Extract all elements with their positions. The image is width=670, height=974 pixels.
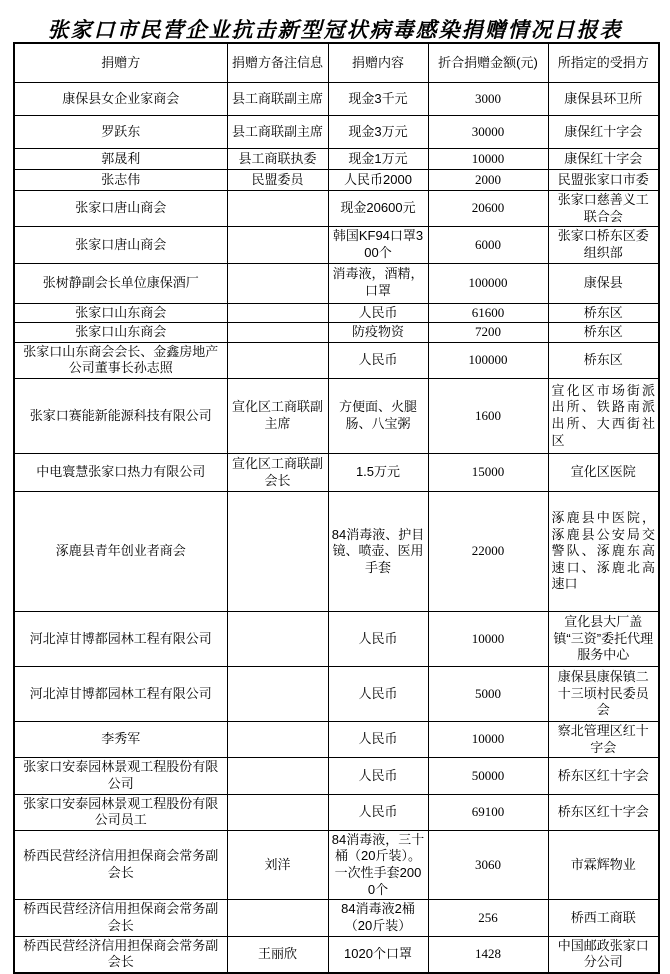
recipient-cell: 康保县康保镇二十三顷村民委员会: [548, 667, 659, 722]
amount-cell: 2000: [428, 170, 548, 191]
donor-cell: 张家口山东商会会长、金鑫房地产公司董事长孙志照: [14, 342, 227, 378]
recipient-cell: 桥东区: [548, 323, 659, 343]
col-header-note: 捐赠方备注信息: [227, 43, 328, 83]
content-cell: 人民币: [328, 722, 428, 758]
recipient-cell: 民盟张家口市委: [548, 170, 659, 191]
note-cell: [227, 758, 328, 794]
recipient-cell: 康保县环卫所: [548, 83, 659, 116]
table-row: [14, 116, 659, 149]
donor-cell: 张家口唐山商会: [14, 227, 227, 263]
recipient-cell: 宣化区医院: [548, 454, 659, 492]
donor-cell: 张家口安泰园林景观工程股份有限公司员工: [14, 794, 227, 830]
content-cell: 84消毒液、护目镜、喷壶、医用手套: [328, 492, 428, 612]
col-header-content: 捐赠内容: [328, 43, 428, 83]
note-cell: [227, 667, 328, 722]
donor-cell: 张家口安泰园林景观工程股份有限公司: [14, 758, 227, 794]
recipient-cell: 桥东区红十字会: [548, 758, 659, 794]
amount-cell: 10000: [428, 722, 548, 758]
donor-cell: 河北淖甘博都园林工程有限公司: [14, 612, 227, 667]
amount-cell: 5000: [428, 667, 548, 722]
recipient-cell: 宣化区市场街派出所、铁路南派出所、大西街社区: [548, 379, 659, 454]
table-row: [14, 170, 659, 191]
amount-cell: 1600: [428, 379, 548, 454]
content-cell: 84消毒液2桶（20斤装）: [328, 900, 428, 936]
table-row: [14, 936, 659, 973]
content-cell: 韩国KF94口罩300个: [328, 227, 428, 263]
amount-cell: 10000: [428, 149, 548, 170]
content-cell: 人民币2000: [328, 170, 428, 191]
note-cell: [227, 492, 328, 612]
content-cell: 人民币: [328, 303, 428, 323]
donation-table: [13, 42, 660, 974]
recipient-cell: 市霖辉物业: [548, 830, 659, 900]
note-cell: 县工商联副主席: [227, 83, 328, 116]
recipient-cell: 涿鹿县中医院，涿鹿县公安局交警队、涿鹿东高速口、涿鹿北高速口: [548, 492, 659, 612]
recipient-cell: 康保红十字会: [548, 116, 659, 149]
recipient-cell: 宣化县大厂盖镇“三资”委托代理服务中心: [548, 612, 659, 667]
content-cell: 人民币: [328, 794, 428, 830]
note-cell: [227, 263, 328, 303]
table-row: [14, 492, 659, 612]
recipient-cell: 张家口桥东区委组织部: [548, 227, 659, 263]
amount-cell: 50000: [428, 758, 548, 794]
amount-cell: 100000: [428, 342, 548, 378]
table-row: [14, 263, 659, 303]
note-cell: [227, 323, 328, 343]
recipient-cell: 中国邮政张家口分公司: [548, 936, 659, 973]
amount-cell: 3060: [428, 830, 548, 900]
donor-cell: 康保县女企业家商会: [14, 83, 227, 116]
content-cell: 人民币: [328, 667, 428, 722]
content-cell: 现金3千元: [328, 83, 428, 116]
table-row: [14, 379, 659, 454]
donor-cell: 中电寰慧张家口热力有限公司: [14, 454, 227, 492]
table-body: [14, 83, 659, 973]
col-header-recipient: 所指定的受捐方: [548, 43, 659, 83]
table-row: [14, 722, 659, 758]
table-row: [14, 612, 659, 667]
note-cell: [227, 227, 328, 263]
note-cell: 县工商联执委: [227, 149, 328, 170]
donor-cell: 桥西民营经济信用担保商会常务副会长: [14, 900, 227, 936]
note-cell: [227, 722, 328, 758]
amount-cell: 7200: [428, 323, 548, 343]
donor-cell: 涿鹿县青年创业者商会: [14, 492, 227, 612]
table-row: [14, 900, 659, 936]
header-row: [14, 43, 659, 83]
table-row: [14, 758, 659, 794]
recipient-cell: 桥西工商联: [548, 900, 659, 936]
table-row: [14, 83, 659, 116]
note-cell: 宣化区工商联副会长: [227, 454, 328, 492]
table-row: [14, 303, 659, 323]
donor-cell: 张家口山东商会: [14, 303, 227, 323]
note-cell: [227, 342, 328, 378]
content-cell: 人民币: [328, 612, 428, 667]
donor-cell: 张家口赛能新能源科技有限公司: [14, 379, 227, 454]
note-cell: [227, 900, 328, 936]
page-title: 张家口市民营企业抗击新型冠状病毒感染捐赠情况日报表: [47, 18, 623, 42]
donor-cell: 河北淖甘博都园林工程有限公司: [14, 667, 227, 722]
amount-cell: 1428: [428, 936, 548, 973]
note-cell: 王丽欣: [227, 936, 328, 973]
recipient-cell: 桥东区: [548, 342, 659, 378]
note-cell: 刘洋: [227, 830, 328, 900]
content-cell: 方便面、火腿肠、八宝粥: [328, 379, 428, 454]
table-row: [14, 794, 659, 830]
note-cell: [227, 303, 328, 323]
amount-cell: 10000: [428, 612, 548, 667]
content-cell: 人民币: [328, 758, 428, 794]
recipient-cell: 察北管理区红十字会: [548, 722, 659, 758]
amount-cell: 256: [428, 900, 548, 936]
donor-cell: 罗跃东: [14, 116, 227, 149]
recipient-cell: 桥东区: [548, 303, 659, 323]
amount-cell: 30000: [428, 116, 548, 149]
amount-cell: 22000: [428, 492, 548, 612]
content-cell: 现金3万元: [328, 116, 428, 149]
amount-cell: 20600: [428, 191, 548, 227]
donor-cell: 桥西民营经济信用担保商会常务副会长: [14, 830, 227, 900]
donor-cell: 桥西民营经济信用担保商会常务副会长: [14, 936, 227, 973]
donor-cell: 李秀军: [14, 722, 227, 758]
table-row: [14, 149, 659, 170]
content-cell: 84消毒液，三十桶（20斤装）。一次性手套2000个: [328, 830, 428, 900]
amount-cell: 3000: [428, 83, 548, 116]
recipient-cell: 桥东区红十字会: [548, 794, 659, 830]
donor-cell: 张树静副会长单位康保酒厂: [14, 263, 227, 303]
table-row: [14, 323, 659, 343]
note-cell: [227, 794, 328, 830]
table-row: [14, 342, 659, 378]
content-cell: 现金1万元: [328, 149, 428, 170]
recipient-cell: 康保县: [548, 263, 659, 303]
content-cell: 1020个口罩: [328, 936, 428, 973]
donor-cell: 郭晟利: [14, 149, 227, 170]
recipient-cell: 张家口慈善义工联合会: [548, 191, 659, 227]
amount-cell: 100000: [428, 263, 548, 303]
note-cell: [227, 612, 328, 667]
note-cell: 宣化区工商联副主席: [227, 379, 328, 454]
table-row: [14, 227, 659, 263]
content-cell: 1.5万元: [328, 454, 428, 492]
amount-cell: 69100: [428, 794, 548, 830]
amount-cell: 15000: [428, 454, 548, 492]
table-row: [14, 667, 659, 722]
content-cell: 消毒液，酒精，口罩: [328, 263, 428, 303]
col-header-amount: 折合捐赠金额(元): [428, 43, 548, 83]
amount-cell: 61600: [428, 303, 548, 323]
table-header: [14, 43, 659, 83]
table-row: [14, 830, 659, 900]
table-row: [14, 191, 659, 227]
donor-cell: 张志伟: [14, 170, 227, 191]
content-cell: 人民币: [328, 342, 428, 378]
content-cell: 现金20600元: [328, 191, 428, 227]
recipient-cell: 康保红十字会: [548, 149, 659, 170]
donor-cell: 张家口山东商会: [14, 323, 227, 343]
table-row: [14, 454, 659, 492]
note-cell: 县工商联副主席: [227, 116, 328, 149]
note-cell: 民盟委员: [227, 170, 328, 191]
content-cell: 防疫物资: [328, 323, 428, 343]
col-header-donor: 捐赠方: [14, 43, 227, 83]
note-cell: [227, 191, 328, 227]
amount-cell: 6000: [428, 227, 548, 263]
donor-cell: 张家口唐山商会: [14, 191, 227, 227]
